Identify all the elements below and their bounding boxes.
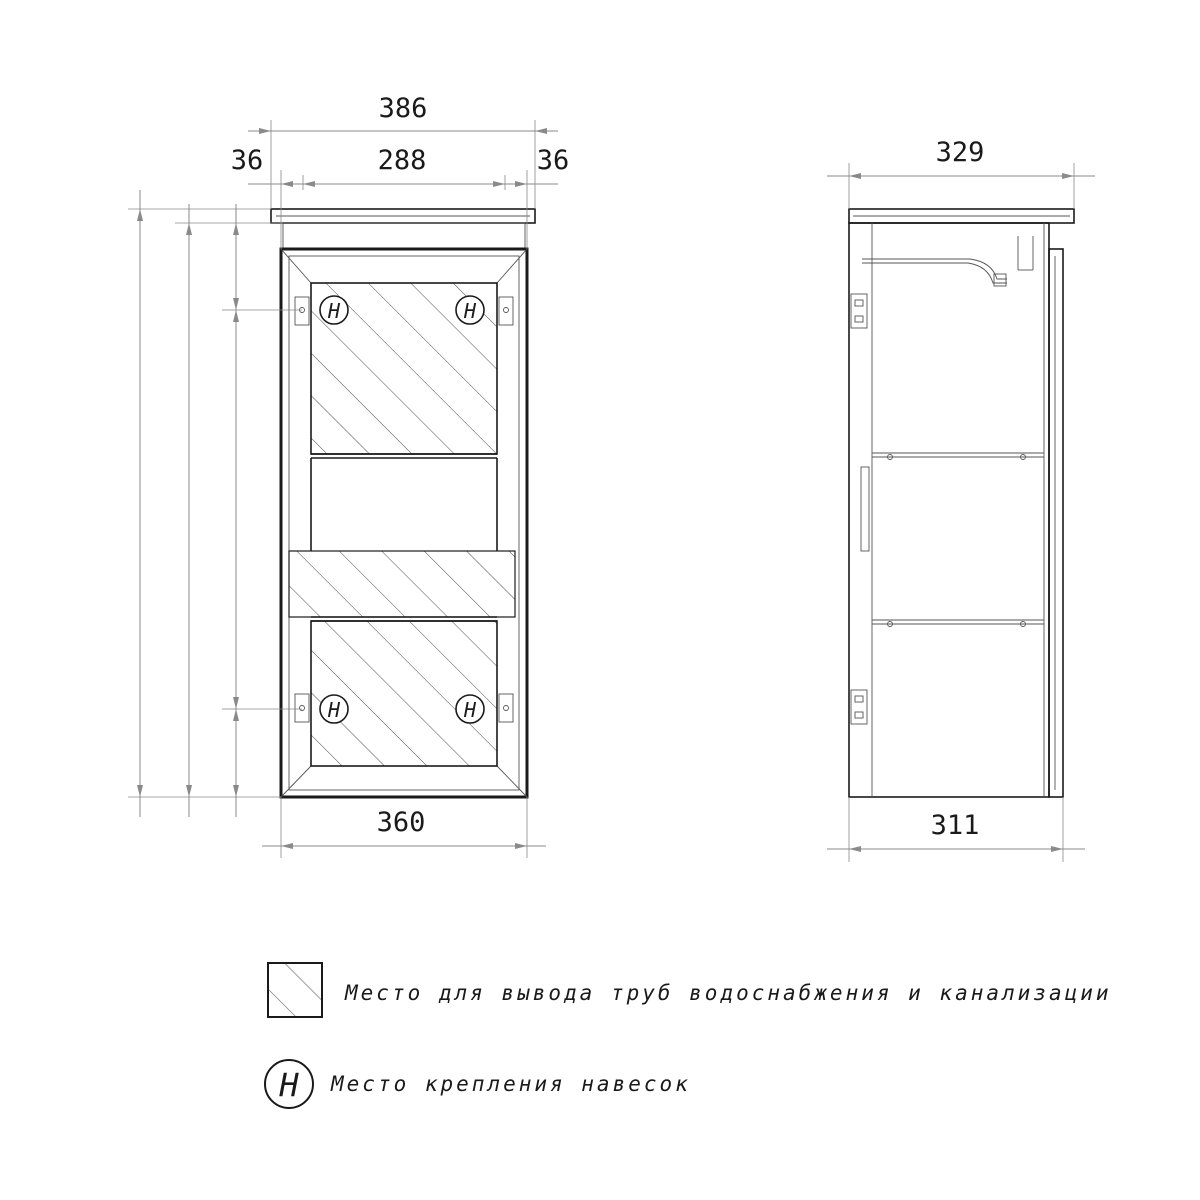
side-hinge-top <box>851 294 867 328</box>
dim-inner-width: 288 <box>377 145 427 176</box>
legend-mounts-label: Место крепления навесок <box>331 1072 691 1096</box>
svg-text:H: H <box>327 299 341 323</box>
hinge-marker-bottom-left <box>295 694 309 722</box>
side-view <box>849 209 1074 797</box>
dim-left-offset: 36 <box>230 145 264 176</box>
hinge-marker-top-right <box>499 297 513 325</box>
side-handle <box>861 467 869 551</box>
mount-point-top-right <box>456 296 484 324</box>
hinge-marker-bottom-right <box>499 694 513 722</box>
legend-hatch-swatch <box>268 963 322 1017</box>
front-view <box>236 209 535 797</box>
side-hinge-bottom <box>851 690 867 724</box>
svg-text:H: H <box>327 698 341 722</box>
mount-point-bottom-right <box>456 695 484 723</box>
svg-text:H: H <box>279 1066 299 1104</box>
mount-point-bottom-left <box>320 695 348 723</box>
legend-pipes <box>268 963 1112 1017</box>
side-mount-bracket <box>862 236 1033 286</box>
side-body-outline <box>849 223 1049 797</box>
hinge-marker-top-left <box>295 297 309 325</box>
dim-side-depth-top: 329 <box>935 137 985 168</box>
legend-mounts <box>265 1060 691 1108</box>
dim-total-width: 386 <box>378 93 428 124</box>
dim-right-offset: 36 <box>536 145 570 176</box>
front-frieze <box>283 223 525 249</box>
legend <box>265 963 1112 1108</box>
lower-pipe-zone-bottom <box>311 621 497 766</box>
lower-pipe-zone <box>289 551 515 617</box>
legend-pipes-label: Место для вывода труб водоснабжения и канализации <box>345 981 1112 1005</box>
dim-side-depth-bottom: 311 <box>930 810 980 841</box>
svg-text:H: H <box>463 698 477 722</box>
dim-body-width: 360 <box>376 807 426 838</box>
side-door-edge <box>1049 249 1063 797</box>
svg-text:H: H <box>463 299 477 323</box>
mount-point-top-left <box>320 296 348 324</box>
